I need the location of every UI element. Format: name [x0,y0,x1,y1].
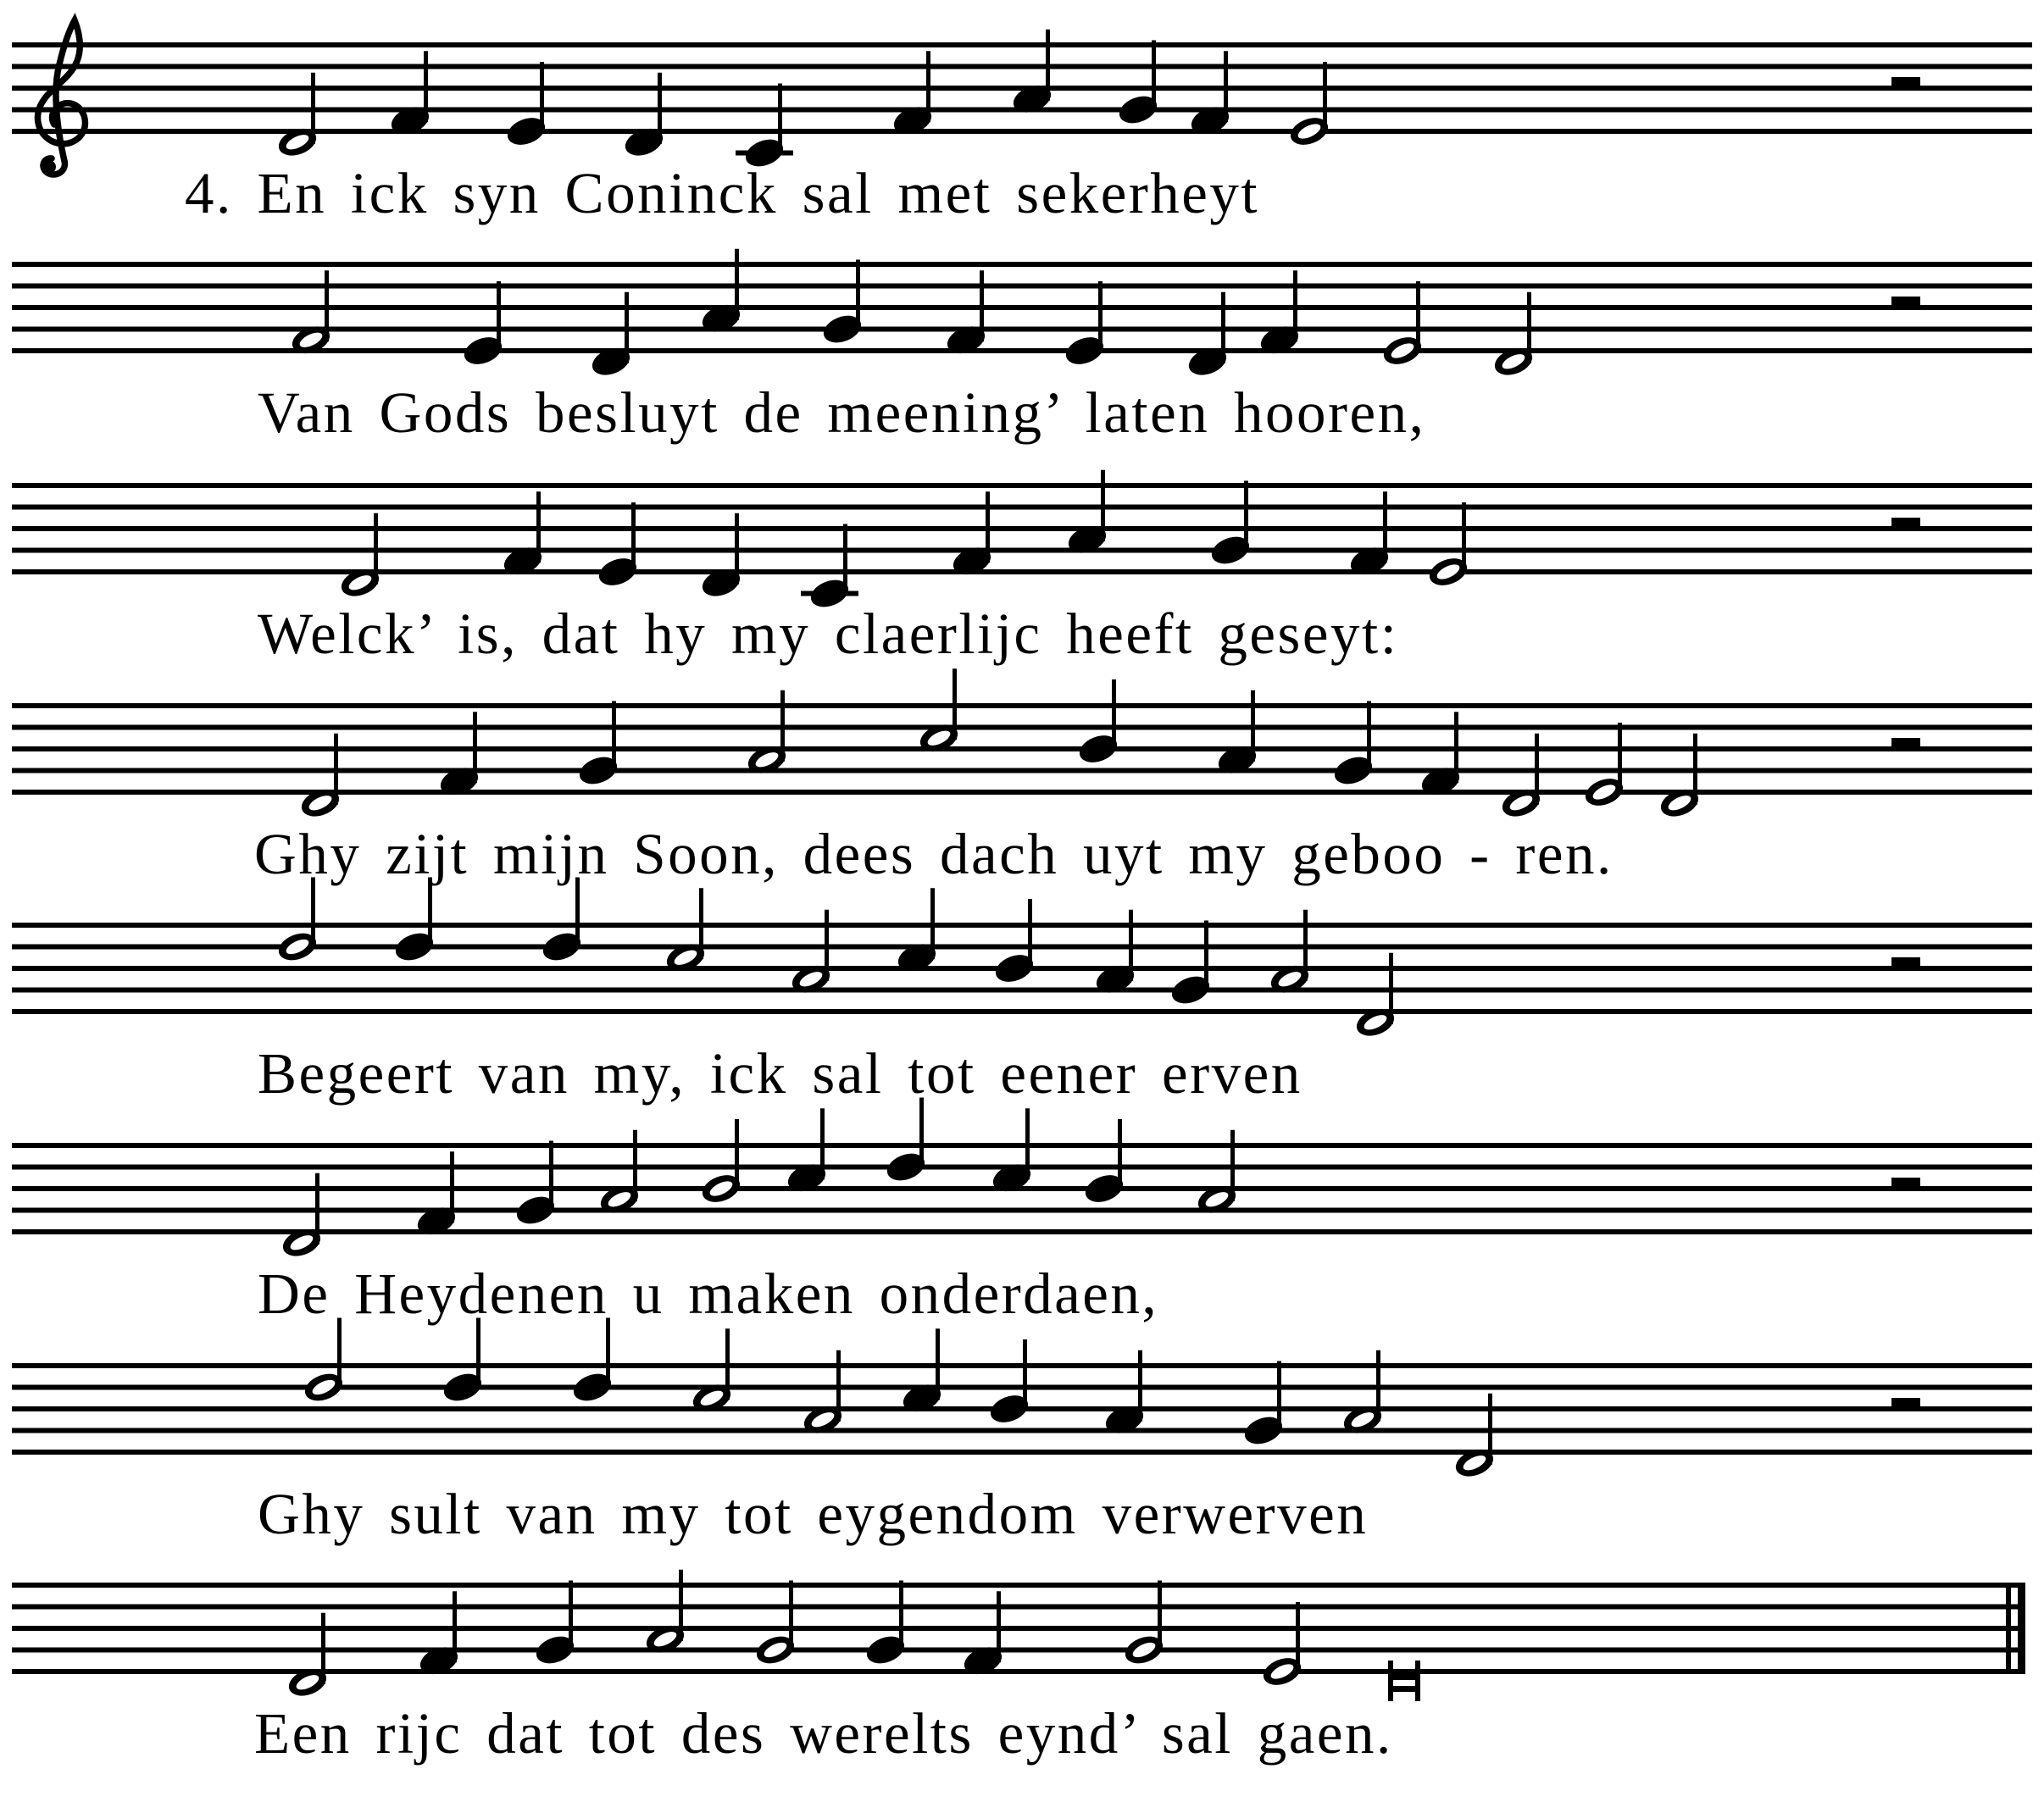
staff-line [12,1648,2025,1653]
staff [12,249,2032,380]
final-barline [2006,1583,2011,1674]
whole-rest [1891,518,1920,529]
note-B4-half [698,1119,743,1207]
note-D5-quarter [883,1098,928,1186]
staff-line [12,42,2032,47]
staff-line [12,64,2032,69]
note-C5-half [663,888,708,976]
lyric-line: Van Gods besluyt de meening’ laten hooren, [258,380,1426,445]
note-E4-half [1425,502,1470,591]
note-B4-quarter [1075,679,1120,768]
staff [12,470,2032,613]
end-mark-post [1388,1661,1393,1701]
note-G4-quarter [1208,481,1253,569]
staff-line [12,1450,2032,1455]
end-mark-rung [1388,1674,1420,1680]
whole-rest [1891,957,1920,968]
lyric-line: Begeert van my, ick sal tot eener erven [258,1041,1302,1106]
end-mark [1388,1661,1420,1701]
whole-rest [1891,1398,1920,1409]
lyric-line: Een rijc dat tot des werelts eynd’ sal gaen. [254,1701,1393,1766]
staff [12,1570,2025,1701]
note-B4-quarter [1081,1119,1126,1207]
final-barline [2018,1583,2025,1674]
lyric-line: 4. En ick syn Coninck sal met sekerheyt [185,161,1260,225]
staff-line [12,526,2032,531]
staff-line [12,1363,2032,1368]
note-G4-quarter [863,1581,908,1669]
note-D5-quarter [539,878,584,966]
note-E4-half [1259,1602,1304,1690]
note-C5-half [916,668,961,757]
staff [12,878,2032,1041]
staff-line [12,988,2032,993]
staff-line [12,505,2032,510]
staff-line [12,262,2032,267]
whole-rest [1891,738,1920,749]
note-G4-quarter [1168,921,1213,1009]
staff [12,668,2032,821]
note-E4-half [1286,62,1331,150]
staff-line [12,305,2032,310]
staff-line [12,1143,2032,1148]
staff-line [12,284,2032,289]
note-C5-quarter [899,1328,944,1417]
note-D5-half [275,878,319,966]
whole-rest [1891,1178,1920,1189]
staff-line [12,1428,2032,1433]
note-G4-half [1121,1581,1166,1669]
note-G4-quarter [1115,41,1160,129]
lyric-line: Ghy sult van my tot eygendom verwerven [258,1482,1369,1546]
lyric-line: Welck’ is, dat hy my claerlijc heeft geseyt: [258,602,1399,666]
staff-line [12,725,2032,730]
note-E4-quarter [460,281,505,369]
note-E4-half [1581,723,1626,811]
staff-line [12,1583,2025,1588]
lyric-line: De Heydenen u maken onderdaen, [258,1261,1159,1326]
staff [12,1098,2032,1261]
note-D5-quarter [440,1318,485,1406]
note-E4-quarter [595,502,640,591]
note-C5-quarter [989,1108,1034,1196]
note-C5-half [689,1328,734,1417]
note-D5-quarter [392,878,436,966]
note-G4-quarter [575,701,620,790]
staff-line [12,768,2032,773]
staff-line [12,1186,2032,1191]
note-G4-quarter [819,260,864,348]
note-E4-quarter [1062,281,1107,369]
staff [12,1318,2032,1482]
note-D5-quarter [569,1318,614,1406]
whole-rest [1891,77,1920,88]
note-G4-quarter [532,1581,577,1669]
note-D5-half [301,1318,346,1406]
staff [12,20,2032,175]
staff-line [12,1605,2025,1610]
staff-line [12,703,2032,708]
end-mark-rung [1388,1686,1420,1692]
note-B4-quarter [991,899,1036,987]
whole-rest [1891,297,1920,308]
note-C4-quarter [736,84,793,172]
staff-line [12,548,2032,553]
note-G4-quarter [1330,701,1375,790]
staff-line [12,746,2032,751]
note-G4-half [753,1581,797,1669]
lyric-line: Ghy zijt mijn Soon, dees dach uyt my geboo - ren. [254,822,1614,886]
end-mark-post [1415,1661,1420,1701]
note-C4-quarter [801,524,858,613]
staff-line [12,1009,2032,1014]
staff-line [12,569,2032,574]
note-G4-quarter [1241,1361,1286,1450]
note-E4-half [1380,281,1425,369]
staff-line [12,483,2032,488]
note-E4-quarter [503,62,548,150]
staff-line [12,1626,2025,1631]
note-C5-quarter [784,1108,829,1196]
note-C5-quarter [894,888,939,976]
note-B4-quarter [986,1339,1031,1428]
staff-line [12,1208,2032,1213]
note-G4-quarter [513,1141,558,1229]
